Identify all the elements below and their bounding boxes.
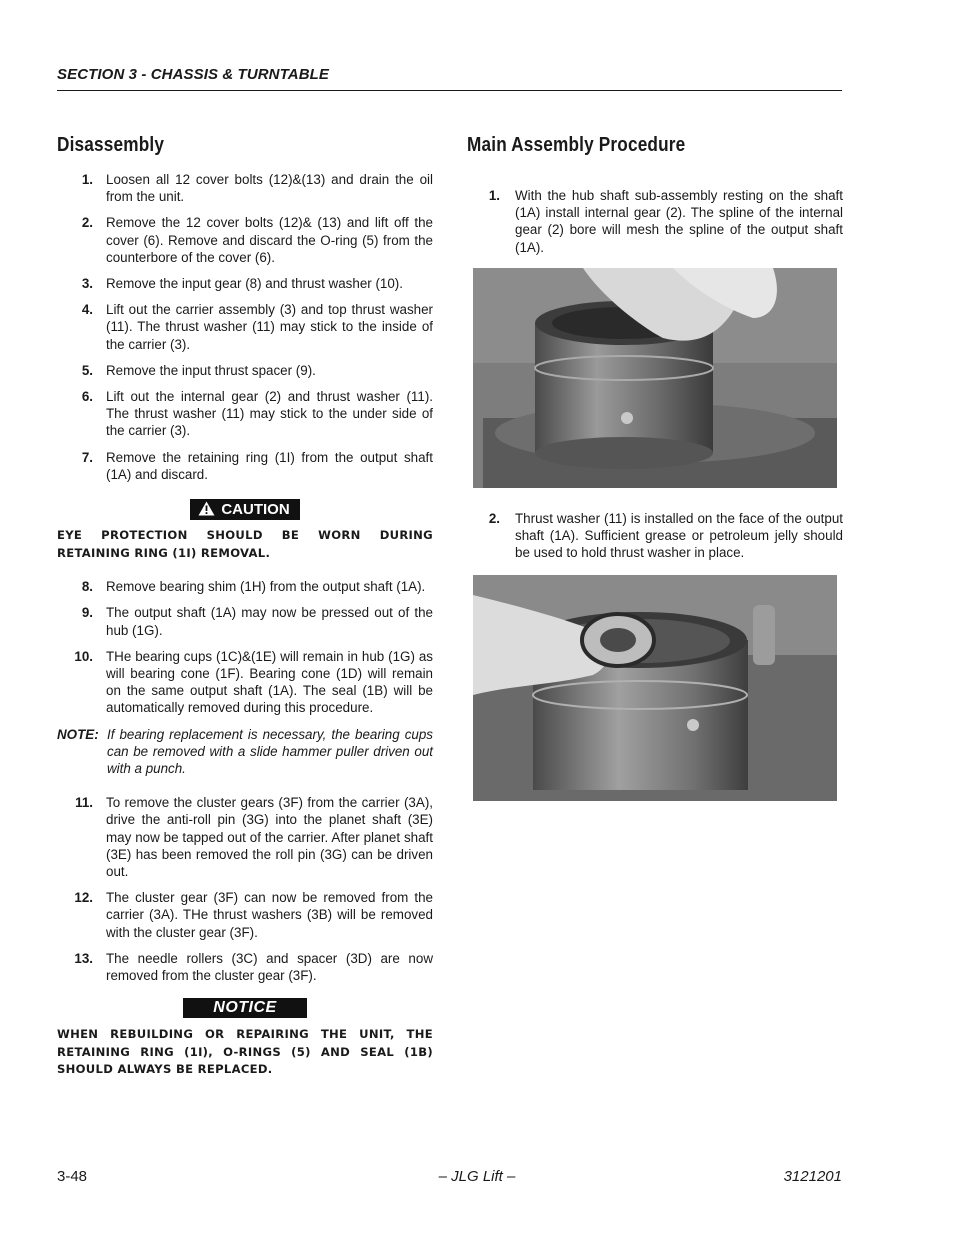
disassembly-steps-c <box>57 794 433 984</box>
photo-internal-gear-install <box>473 268 837 488</box>
disassembly-heading: Disassembly <box>57 134 165 156</box>
document-number: 3121201 <box>783 1168 842 1185</box>
header-rule <box>57 90 842 91</box>
footer-brand: – JLG Lift – <box>438 1168 516 1185</box>
caution-badge: CAUTION <box>190 499 299 520</box>
list-item: 1. Loosen all 12 cover bolts (12)&(13) and drain the oil from the unit. <box>81 172 433 205</box>
notice-text: WHEN REBUILDING OR REPAIRING THE UNIT, THE RETAINING RING (1I), O-RINGS (5) AND SEAL (1B) SHOULD ALWAYS BE REPLACED. <box>57 1027 433 1077</box>
list-item: 2. Remove the 12 cover bolts (12)& (13) and lift off the cover (6). Remove and discard the O-ring (5) from the counterbore of the cover (6). <box>81 215 433 265</box>
warning-triangle-icon <box>198 501 215 516</box>
list-item: 2. Thrust washer (11) is installed on the face of the output shaft (1A). Sufficient grease or petroleum jelly should be used to hold thrust washer in place. <box>488 510 843 561</box>
list-item: 5. Remove the input thrust spacer (9). <box>81 362 316 378</box>
list-item: 8. Remove bearing shim (1H) from the output shaft (1A). <box>81 579 426 595</box>
notice-badge: NOTICE <box>183 998 306 1018</box>
note-label: NOTE: <box>57 726 99 742</box>
right-column <box>467 134 843 801</box>
list-item: 10. THe bearing cups (1C)&(1E) will remain in hub (1G) as will bearing cone (1F). Bearing cone (1D) will remain on the same output shaft (1A). The seal (1B) will be automatically removed during this procedure. <box>74 648 433 716</box>
main-assembly-heading: Main Assembly Procedure <box>467 134 686 156</box>
disassembly-steps-b <box>57 578 433 716</box>
disassembly-steps-a <box>57 171 433 483</box>
assembly-step-1 <box>467 187 843 256</box>
note-block <box>57 726 433 778</box>
list-item: 13. The needle rollers (3C) and spacer (3D) are now removed from the cluster gear (3F). <box>74 950 433 984</box>
list-item: 6. Lift out the internal gear (2) and thrust washer (11). The thrust washer (11) may stick to the under side of the carrier (3). <box>81 389 433 439</box>
list-item: 1. With the hub shaft sub-assembly resting on the shaft (1A) install internal gear (2). The spline of the internal gear (2) bore will mesh the spline of the output shaft (1A). <box>488 188 843 255</box>
list-item: 11. To remove the cluster gears (3F) from the carrier (3A), drive the anti-roll pin (3G) into the planet shaft (3E) may now be tapped out of the carrier. After planet shaft (3E) has been removed the roll pin (3G) can be driven out. <box>75 795 433 880</box>
assembly-step-2 <box>467 510 843 562</box>
list-item: 3. Remove the input gear (8) and thrust washer (10). <box>81 276 403 292</box>
left-column <box>57 134 433 1095</box>
page-number: 3-48 <box>57 1168 88 1185</box>
list-item: 4. Lift out the carrier assembly (3) and top thrust washer (11). The thrust washer (11) may stick to the inside of the carrier (3). <box>81 302 433 352</box>
caution-text: EYE PROTECTION SHOULD BE WORN DURING RETAINING RING (1I) REMOVAL. <box>57 528 433 560</box>
list-item: 9. The output shaft (1A) may now be pressed out of the hub (1G). <box>81 605 433 638</box>
note-text: If bearing replacement is necessary, the bearing cups can be removed with a slide hammer puller driven out with a punch. <box>107 726 433 777</box>
list-item: 12. The cluster gear (3F) can now be removed from the carrier (3A). THe thrust washers (3B) will be removed with the cluster gear (3F). <box>74 890 433 940</box>
list-item: 7. Remove the retaining ring (1I) from the output shaft (1A) and discard. <box>81 449 433 482</box>
section-title: SECTION 3 - CHASSIS & TURNTABLE <box>57 66 330 83</box>
photo-thrust-washer-install <box>473 575 837 801</box>
